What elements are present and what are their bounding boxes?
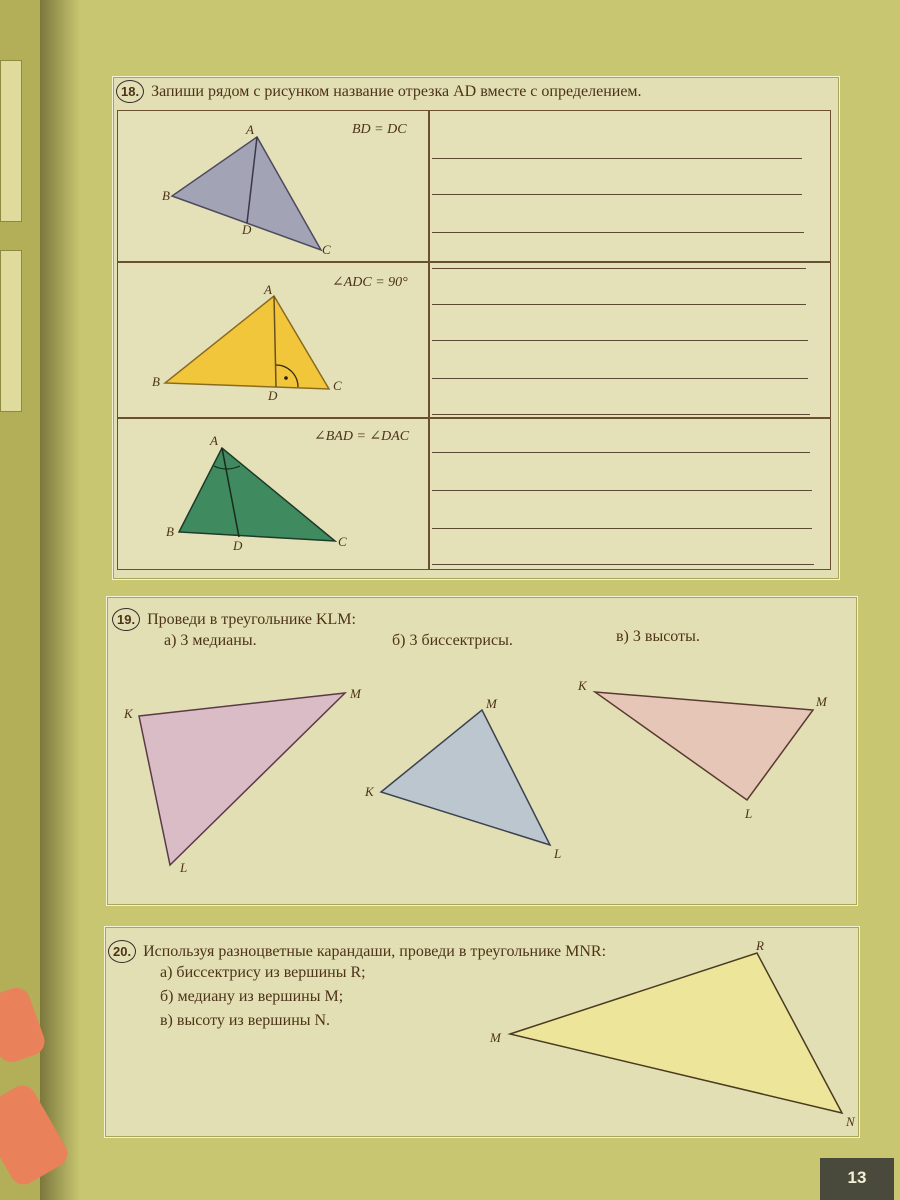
task-19-number: 19.: [112, 608, 140, 631]
vertex-label-b: B: [152, 374, 160, 389]
task-20-title: Используя разноцветные карандаши, проведи в треугольнике MNR:: [143, 943, 607, 960]
vertex-label-m: M: [486, 696, 497, 711]
vertex-label-d: D: [233, 538, 243, 553]
vertex-label-c: C: [322, 242, 331, 257]
vertex-label-d: D: [268, 388, 278, 403]
vertex-label-m: M: [490, 1030, 501, 1045]
vertex-label-k: K: [578, 678, 587, 693]
vertex-label-a: A: [210, 433, 218, 448]
task-19-title: Проведи в треугольнике KLM:: [147, 611, 356, 628]
page-number: 13: [820, 1158, 894, 1200]
vertex-label-b: B: [162, 188, 170, 203]
vertex-label-k: K: [124, 706, 133, 721]
condition-text: ∠BAD = ∠DAC: [314, 429, 410, 444]
task-19-item-a: а) 3 медианы.: [164, 632, 257, 649]
task-19-item-c: в) 3 высоты.: [616, 628, 700, 645]
condition-text: BD = DC: [352, 122, 407, 137]
task-18-number: 18.: [116, 80, 144, 103]
task-20-item-a: а) биссектрису из вершины R;: [160, 964, 366, 981]
task-20-item-b: б) медиану из вершины M;: [160, 988, 344, 1005]
task-20-item-c: в) высоту из вершины N.: [160, 1012, 331, 1029]
vertex-label-a: A: [246, 122, 254, 137]
vertex-label-l: L: [554, 846, 562, 861]
vertex-label-c: C: [338, 534, 347, 549]
condition-text: ∠ADC = 90°: [332, 275, 408, 290]
vertex-label-c: C: [333, 378, 342, 393]
vertex-label-m: M: [816, 694, 827, 709]
vertex-label-b: B: [166, 524, 174, 539]
vertex-label-l: L: [745, 806, 753, 821]
vertex-label-n: N: [846, 1114, 855, 1129]
vertex-label-k: K: [365, 784, 374, 799]
vertex-label-m: M: [350, 686, 361, 701]
task-18-title: Запиши рядом с рисунком название отрезка AD вместе с определением.: [151, 83, 642, 100]
task-20-number: 20.: [108, 940, 136, 963]
vertex-label-l: L: [180, 860, 188, 875]
task-19-item-b: б) 3 биссектрисы.: [392, 632, 513, 649]
vertex-label-r: R: [756, 938, 764, 953]
vertex-label-d: D: [242, 222, 252, 237]
vertex-label-a: A: [264, 282, 272, 297]
